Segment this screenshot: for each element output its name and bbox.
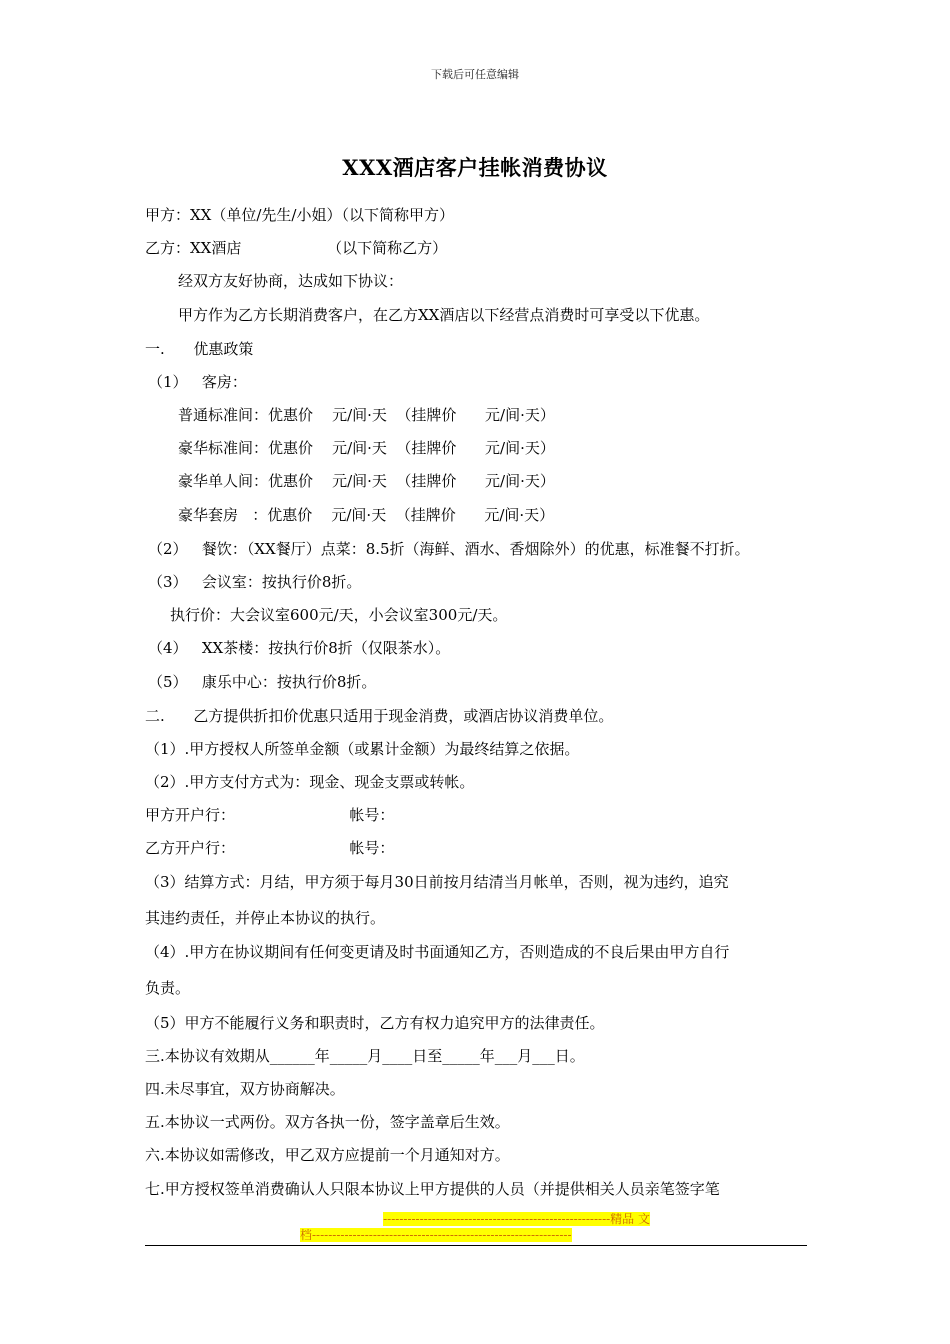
document-title: XXX酒店客户挂帐消费协议 bbox=[342, 155, 608, 180]
clause-2-4: （4）.甲方在协议期间有任何变更请及时书面通知乙方，否则造成的不良后果由甲方自行 bbox=[145, 943, 730, 961]
party-a-line: 甲方：XX（单位/先生/小姐）（以下简称甲方） bbox=[145, 206, 454, 224]
download-note: 下载后可任意编辑 bbox=[431, 68, 519, 81]
footer-mark-line-1: --------------------------------------------------------精品 文 bbox=[383, 1212, 650, 1226]
intro-line: 甲方作为乙方长期消费客户，在乙方XX酒店以下经营点消费时可享受以下优惠。 bbox=[178, 306, 710, 324]
room-rate-deluxe-standard: 豪华标准间：优惠价 元/间·天 （挂牌价 元/间·天） bbox=[178, 439, 555, 457]
section-3-validity: 三.本协议有效期从______年_____月____日至_____年___月___日。 bbox=[145, 1047, 585, 1065]
party-b-line: 乙方：XX酒店 （以下简称乙方） bbox=[145, 239, 448, 257]
clause-2-1: （1）.甲方授权人所签单金额（或累计金额）为最终结算之依据。 bbox=[145, 740, 580, 758]
preamble-line: 经双方友好协商，达成如下协议： bbox=[178, 272, 404, 290]
party-b-bank-line: 乙方开户行： 帐号： bbox=[145, 839, 395, 857]
section-7: 七.甲方授权签单消费确认人只限本协议上甲方提供的人员（并提供相关人员亲笔签字笔 bbox=[145, 1180, 720, 1198]
section-5: 五.本协议一式两份。双方各执一份，签字盖章后生效。 bbox=[145, 1113, 510, 1131]
section-2-heading: 二. 乙方提供折扣价优惠只适用于现金消费，或酒店协议消费单位。 bbox=[145, 707, 614, 725]
meeting-room-rates: 执行价：大会议室600元/天，小会议室300元/天。 bbox=[170, 606, 508, 624]
item-dining: （2） 餐饮：（XX餐厅）点菜：8.5折（海鲜、酒水、香烟除外）的优惠，标准餐不打折。 bbox=[148, 540, 750, 558]
item-meeting-room: （3） 会议室：按执行价8折。 bbox=[148, 573, 362, 591]
section-1-heading: 一. 优惠政策 bbox=[145, 340, 254, 358]
section-4: 四.未尽事宜，双方协商解决。 bbox=[145, 1080, 345, 1098]
footer-watermark bbox=[300, 1211, 650, 1243]
item-recreation: （5） 康乐中心：按执行价8折。 bbox=[148, 673, 377, 691]
footer-divider bbox=[145, 1245, 807, 1246]
room-rate-deluxe-single: 豪华单人间：优惠价 元/间·天 （挂牌价 元/间·天） bbox=[178, 472, 555, 490]
clause-2-5: （5）甲方不能履行义务和职责时，乙方有权力追究甲方的法律责任。 bbox=[145, 1014, 605, 1032]
party-a-bank-line: 甲方开户行： 帐号： bbox=[145, 806, 395, 824]
footer-mark-line-2: 档---------------------------------------------------------------- bbox=[300, 1228, 572, 1242]
clause-2-3: （3）结算方式：月结，甲方须于每月30日前按月结清当月帐单，否则，视为违约，追究 bbox=[145, 873, 729, 891]
room-rate-standard: 普通标准间：优惠价 元/间·天 （挂牌价 元/间·天） bbox=[178, 406, 555, 424]
item-tea-house: （4） XX茶楼：按执行价8折（仅限茶水）。 bbox=[148, 639, 451, 657]
clause-2-3-cont: 其违约责任，并停止本协议的执行。 bbox=[145, 909, 386, 927]
section-6: 六.本协议如需修改，甲乙双方应提前一个月通知对方。 bbox=[145, 1146, 510, 1164]
clause-2-4-cont: 负责。 bbox=[145, 979, 191, 997]
clause-2-2: （2）.甲方支付方式为：现金、现金支票或转帐。 bbox=[145, 773, 475, 791]
item-rooms-heading: （1） 客房： bbox=[148, 373, 247, 391]
room-rate-deluxe-suite: 豪华套房 ：优惠价 元/间·天 （挂牌价 元/间·天） bbox=[178, 506, 555, 524]
